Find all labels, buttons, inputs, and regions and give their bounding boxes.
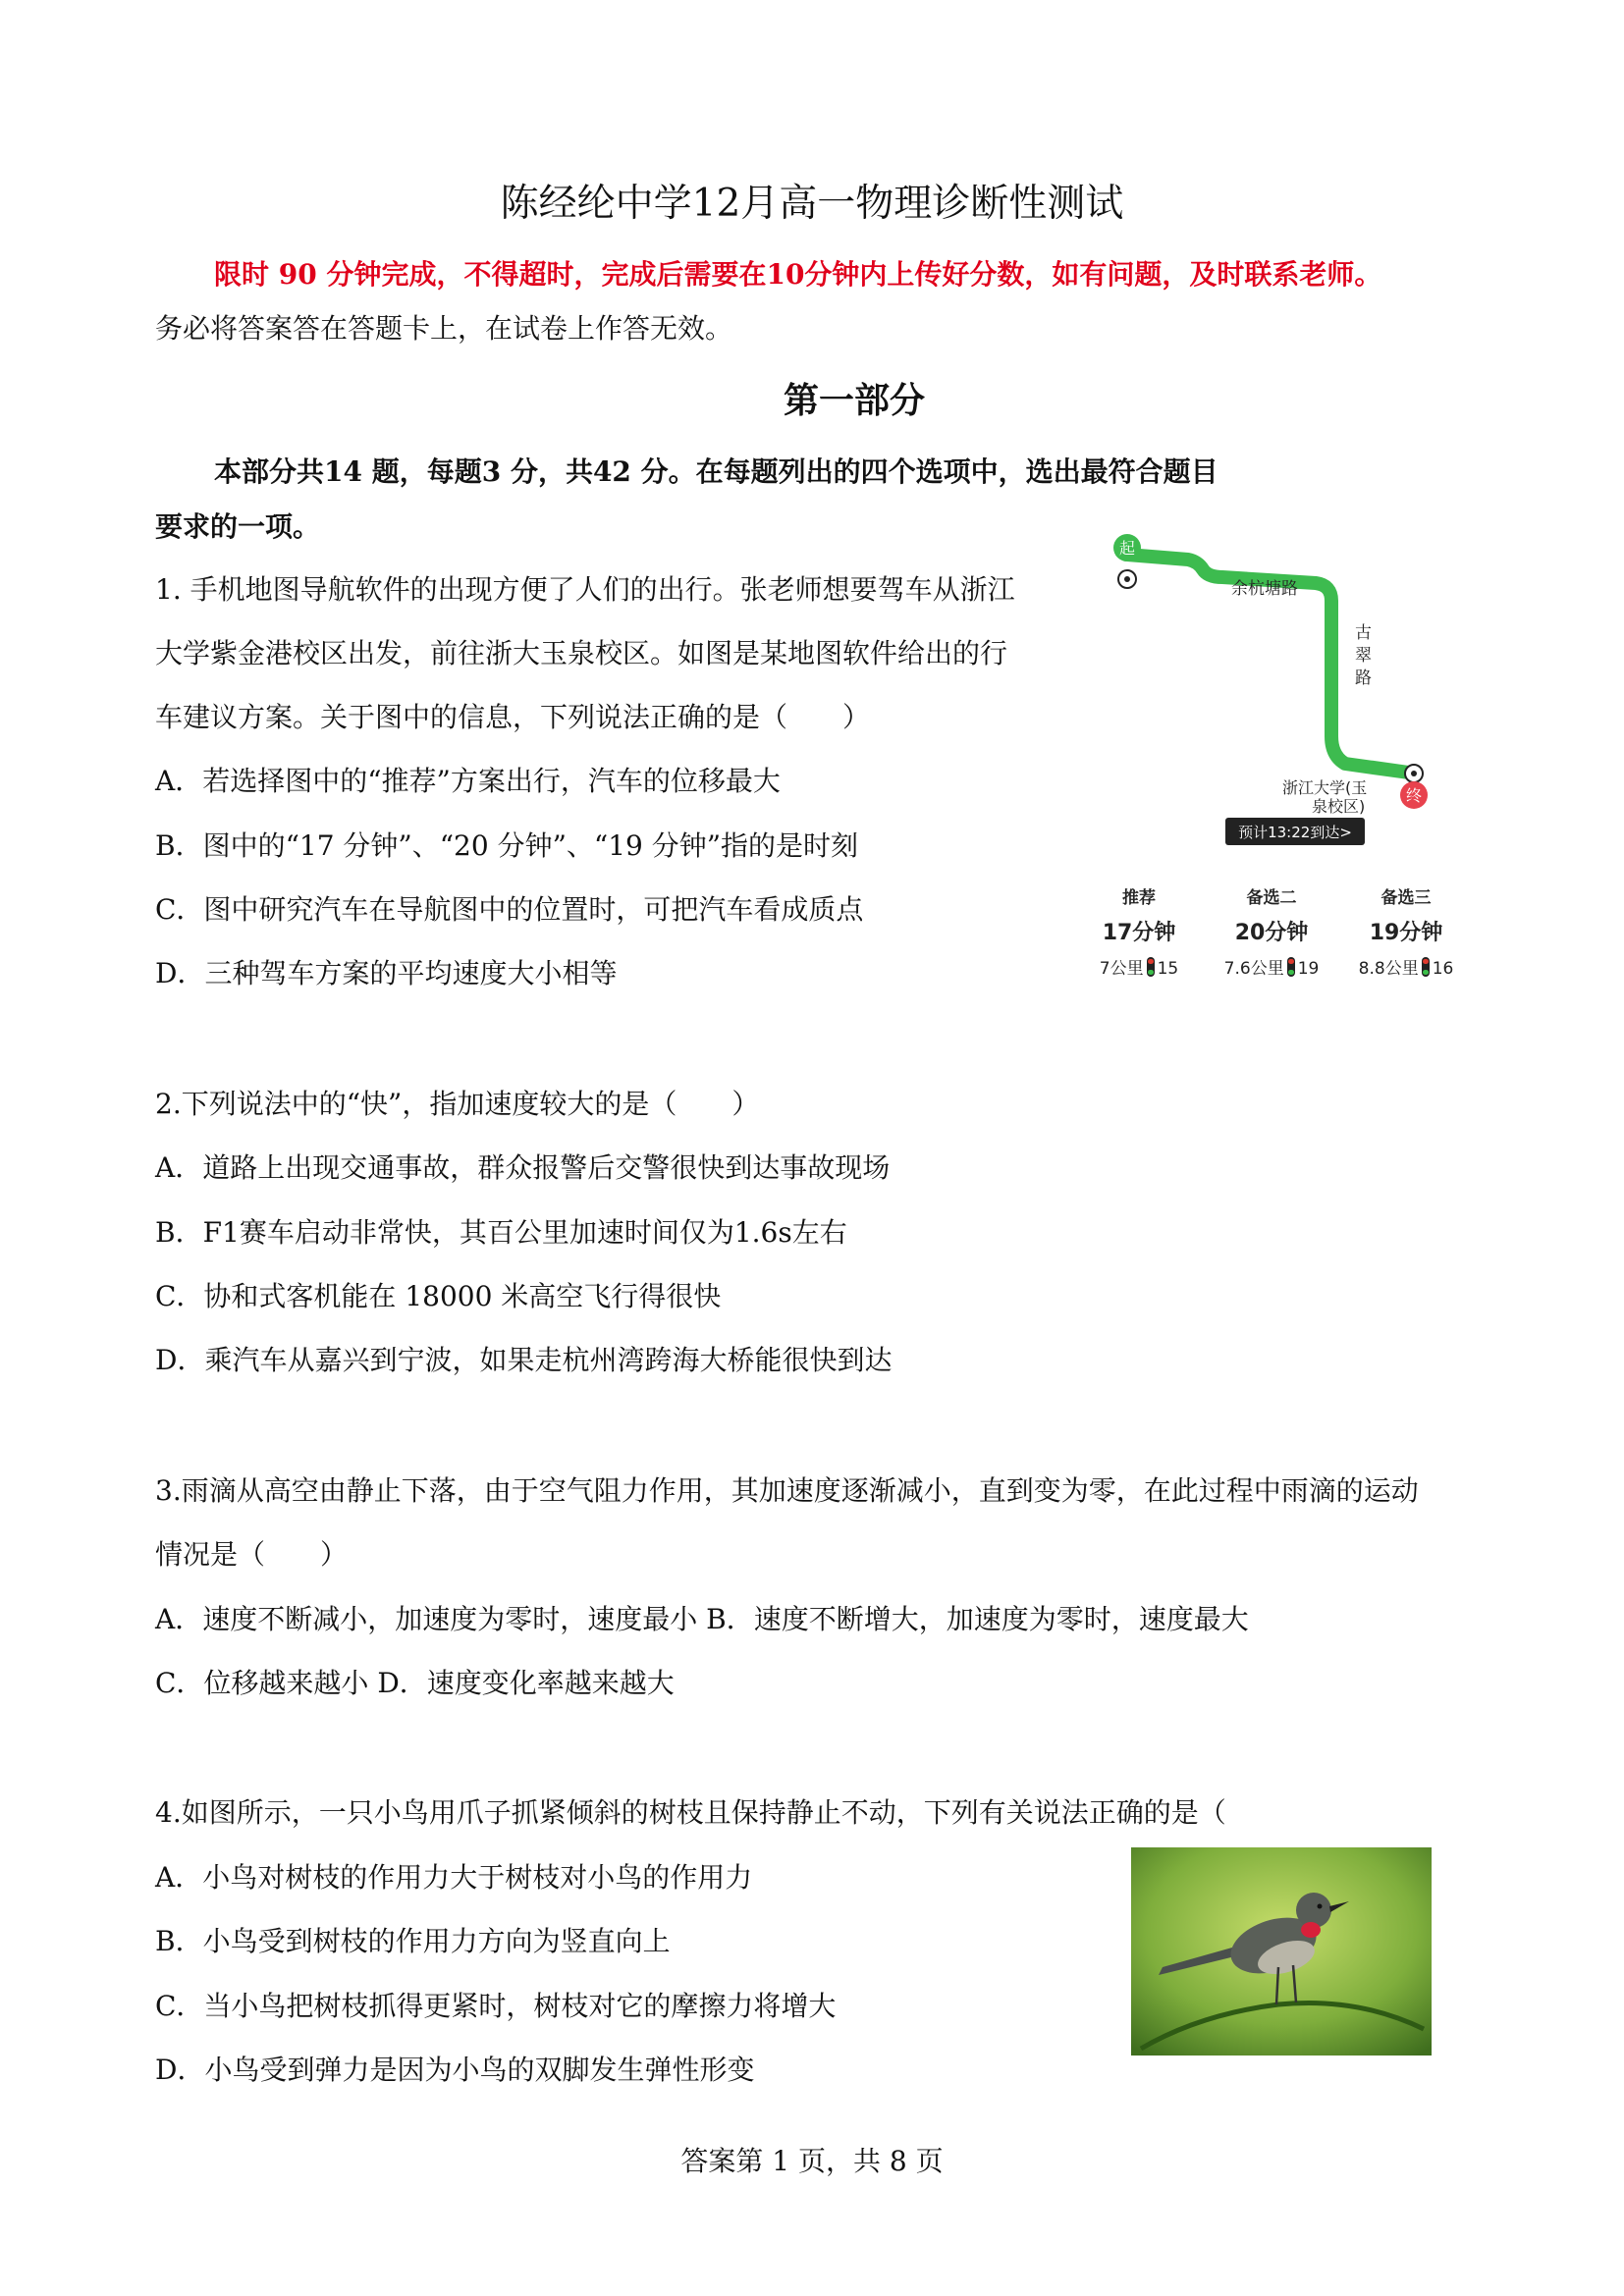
- road-label-gucui-1: 古: [1355, 623, 1372, 643]
- route-time: 19分钟: [1369, 921, 1443, 945]
- question-2-option-c: C．协和式客机能在 18000 米高空飞行得很快: [155, 1280, 722, 1312]
- route-alternative-3: [1342, 883, 1470, 979]
- bird-on-branch-photo: [1131, 1847, 1432, 2056]
- part-description-line-2: 要求的一项。: [155, 510, 321, 543]
- route-distance: 7.6公里: [1223, 959, 1284, 979]
- start-badge: 起: [1118, 539, 1136, 558]
- destination-label-line-2: 泉校区): [1312, 797, 1366, 816]
- route-label: 备选二: [1246, 888, 1297, 908]
- route-distance: 7公里: [1099, 959, 1144, 979]
- road-label-gucui-3: 路: [1355, 668, 1372, 688]
- question-3-line-1: 3.雨滴从高空由静止下落，由于空气阻力作用，其加速度逐渐减小，直到变为零，在此过程中雨滴的运动: [155, 1474, 1419, 1507]
- question-2-option-d: D．乘汽车从嘉兴到宁波，如果走杭州湾跨海大桥能很快到达: [155, 1344, 893, 1376]
- road-label-yuhangtang: 余杭塘路: [1231, 579, 1298, 599]
- end-badge: 终: [1405, 786, 1423, 805]
- route-distance: 8.8公里: [1358, 959, 1419, 979]
- bird-eye: [1318, 1904, 1323, 1909]
- traffic-light-icon: [1422, 957, 1430, 977]
- question-1-line-2: 大学紫金港校区出发，前往浙大玉泉校区。如图是某地图软件给出的行: [155, 637, 1008, 669]
- route-label: 备选三: [1380, 888, 1432, 908]
- bird-red-throat: [1301, 1922, 1321, 1938]
- question-3-options-ab: A．速度不断减小，加速度为零时，速度最小 B．速度不断增大，加速度为零时，速度最大: [155, 1603, 1249, 1635]
- destination-label-line-1: 浙江大学(玉: [1282, 778, 1368, 797]
- traffic-light-icon: [1287, 957, 1295, 977]
- traffic-light-icon: [1147, 957, 1155, 977]
- question-1-option-a: A．若选择图中的“推荐”方案出行，汽车的位移最大: [155, 765, 781, 797]
- question-4-option-c: C．当小鸟把树枝抓得更紧时，树枝对它的摩擦力将增大: [155, 1990, 837, 2022]
- question-3-line-2: 情况是（ ）: [155, 1538, 349, 1571]
- route-time: 17分钟: [1102, 921, 1176, 945]
- time-limit-notice: 限时 90 分钟完成，不得超时，完成后需要在10分钟内上传好分数，如有问题，及时联系老师。: [214, 258, 1382, 291]
- route-options: [1075, 883, 1468, 991]
- eta-label: 预计13:22到达>: [1238, 824, 1352, 841]
- route-alternative-2: [1208, 883, 1335, 979]
- question-2-option-b: B．F1赛车启动非常快，其百公里加速时间仅为1.6s左右: [155, 1216, 847, 1249]
- question-1-option-b: B．图中的“17 分钟”、“20 分钟”、“19 分钟”指的是时刻: [155, 829, 859, 862]
- question-4-line-1: 4.如图所示，一只小鸟用爪子抓紧倾斜的树枝且保持静止不动，下列有关说法正确的是（: [155, 1796, 1226, 1829]
- answer-sheet-notice: 务必将答案答在答题卡上，在试卷上作答无效。: [155, 312, 733, 345]
- question-2-option-a: A．道路上出现交通事故，群众报警后交警很快到达事故现场: [155, 1151, 891, 1184]
- question-4-option-b: B．小鸟受到树枝的作用力方向为竖直向上: [155, 1925, 671, 1957]
- question-1-line-1: 1. 手机地图导航软件的出现方便了人们的出行。张老师想要驾车从浙江: [155, 573, 1015, 606]
- part-title: 第一部分: [783, 380, 925, 421]
- page-footer: 答案第 1 页，共 8 页: [680, 2145, 944, 2177]
- question-3-options-cd: C．位移越来越小 D．速度变化率越来越大: [155, 1667, 675, 1699]
- question-1-option-d: D．三种驾车方案的平均速度大小相等: [155, 957, 618, 989]
- question-4-option-a: A．小鸟对树枝的作用力大于树枝对小鸟的作用力: [155, 1861, 753, 1894]
- route-lights: 15: [1157, 959, 1179, 979]
- route-time: 20分钟: [1234, 921, 1309, 945]
- part-description-line-1: 本部分共14 题，每题3 分，共42 分。在每题列出的四个选项中，选出最符合题目: [214, 455, 1218, 488]
- question-4-option-d: D．小鸟受到弹力是因为小鸟的双脚发生弹性形变: [155, 2054, 755, 2086]
- route-recommended: [1075, 883, 1203, 979]
- road-label-gucui-2: 翠: [1355, 646, 1372, 666]
- question-1-line-3: 车建议方案。关于图中的信息，下列说法正确的是（ ）: [155, 701, 871, 733]
- route-lights: 19: [1297, 959, 1320, 979]
- question-2-line-1: 2.下列说法中的“快”，指加速度较大的是（ ）: [155, 1088, 760, 1120]
- question-1-option-c: C．图中研究汽车在导航图中的位置时，可把汽车看成质点: [155, 893, 864, 926]
- page-title: 陈经纶中学12月高一物理诊断性测试: [500, 182, 1124, 226]
- route-label: 推荐: [1122, 888, 1156, 908]
- route-lights: 16: [1432, 959, 1454, 979]
